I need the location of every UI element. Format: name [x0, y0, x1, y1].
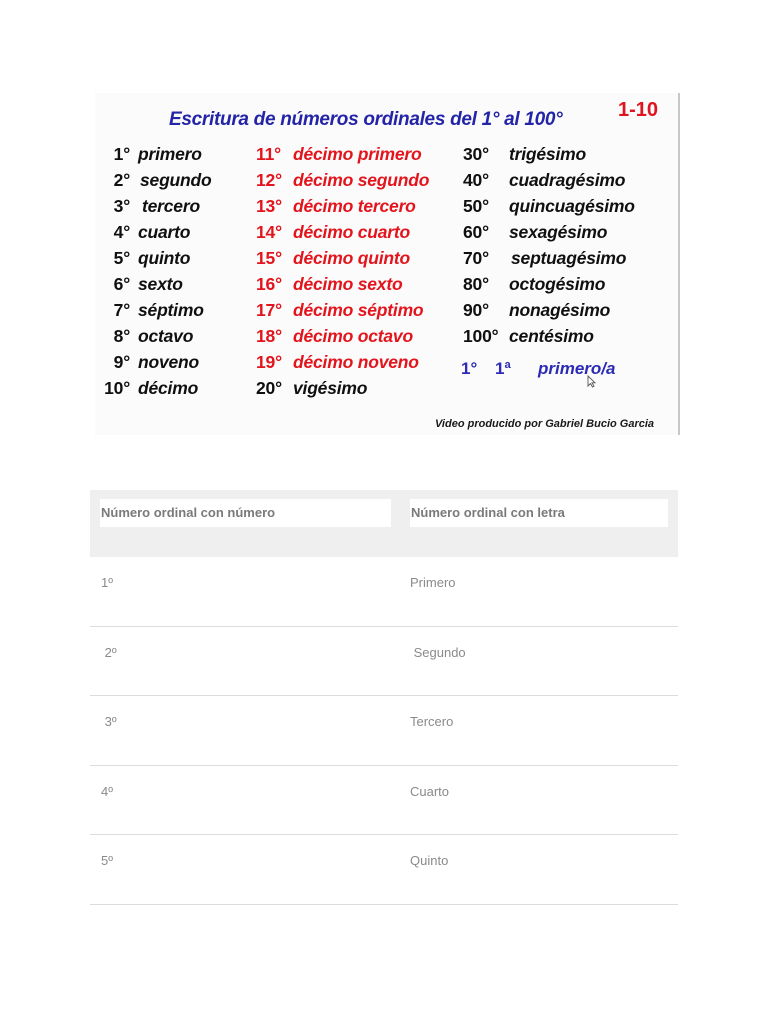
- ordinal-number: 90°: [463, 300, 489, 320]
- ordinal-number: 20°: [256, 378, 282, 398]
- ordinal-number: 5°: [113, 248, 130, 268]
- ordinal-word: décimo octavo: [293, 326, 413, 346]
- table-row: [90, 696, 678, 766]
- ordinal-number: 14°: [256, 222, 282, 242]
- cell-numero: 1º: [101, 575, 113, 590]
- ordinal-number: 8°: [113, 326, 130, 346]
- ordinal-number: 60°: [463, 222, 489, 242]
- ordinal-number: 18°: [256, 326, 282, 346]
- table-header-row: [90, 490, 678, 557]
- ordinal-number: 2°: [113, 170, 130, 190]
- ordinal-number: 7°: [113, 300, 130, 320]
- cell-letra: Segundo: [410, 644, 466, 660]
- ordinal-word: septuagésimo: [511, 248, 627, 268]
- ordinal-number: 40°: [463, 170, 489, 190]
- table-row: [90, 557, 678, 627]
- table-row: [90, 627, 678, 697]
- ordinal-word: cuarto: [138, 222, 191, 242]
- ordinal-number: 16°: [256, 274, 282, 294]
- ordinal-word: décimo sexto: [293, 274, 403, 294]
- cell-letra: Quinto: [410, 853, 449, 868]
- cell-letra: Primero: [410, 575, 456, 590]
- figure-range-label: 1-10: [618, 99, 659, 121]
- ordinal-word: décimo séptimo: [293, 300, 424, 320]
- ordinal-number: 3°: [113, 196, 130, 216]
- ordinal-number: 10°: [104, 378, 130, 398]
- header-numero: Número ordinal con número: [100, 499, 391, 527]
- ordinal-word: octogésimo: [509, 274, 606, 294]
- ordinal-word: cuadragésimo: [509, 170, 626, 190]
- figure-title: Escritura de números ordinales del 1° al 100°: [169, 109, 563, 130]
- ordinal-word: vigésimo: [293, 378, 368, 398]
- mouse-cursor-icon: [587, 375, 596, 388]
- ordinal-word: sexto: [138, 274, 183, 294]
- cell-numero: 2º: [101, 644, 117, 660]
- ordinal-number: 1°: [113, 144, 130, 164]
- masculine-ordinal: 1°: [461, 359, 478, 378]
- ordinal-word: décimo tercero: [293, 196, 416, 216]
- ordinal-number: 17°: [256, 300, 282, 320]
- ordinal-word: nonagésimo: [509, 300, 611, 320]
- cell-letra: Cuarto: [410, 783, 450, 799]
- ordinal-number: 100°: [463, 326, 499, 346]
- ordinal-word: tercero: [142, 196, 200, 216]
- ordinal-number: 6°: [113, 274, 130, 294]
- cell-numero: 3º: [101, 714, 117, 729]
- ordinal-word: séptimo: [138, 300, 204, 320]
- ordinal-word: quincuagésimo: [509, 196, 635, 216]
- ordinal-numbers-figure: [95, 93, 680, 435]
- table-row: [90, 835, 678, 905]
- cell-numero: 4º: [101, 783, 113, 799]
- ordinal-number: 70°: [463, 248, 489, 268]
- ordinal-word: trigésimo: [509, 144, 586, 164]
- ordinal-word: sexagésimo: [509, 222, 608, 242]
- figure-credit: Video producido por Gabriel Bucio Garcia: [435, 418, 655, 430]
- ordinal-word: décimo quinto: [293, 248, 410, 268]
- ordinal-table: [90, 490, 678, 905]
- ordinal-number: 15°: [256, 248, 282, 268]
- ordinal-number: 50°: [463, 196, 489, 216]
- cell-letra: Tercero: [410, 714, 454, 729]
- cell-numero: 5º: [101, 853, 113, 868]
- ordinal-number: 12°: [256, 170, 282, 190]
- gender-word: primero/a: [538, 359, 616, 378]
- ordinal-number: 30°: [463, 144, 489, 164]
- ordinal-word: octavo: [138, 326, 194, 346]
- ordinal-number: 9°: [113, 352, 130, 372]
- ordinal-word: décimo primero: [293, 144, 422, 164]
- ordinal-word: centésimo: [509, 326, 594, 346]
- header-letra: Número ordinal con letra: [410, 499, 668, 527]
- ordinal-number: 4°: [113, 222, 130, 242]
- ordinal-word: noveno: [138, 352, 200, 372]
- ordinal-word: décimo segundo: [293, 170, 430, 190]
- ordinal-word: primero: [138, 144, 202, 164]
- ordinal-word: décimo noveno: [293, 352, 419, 372]
- ordinal-number: 11°: [256, 144, 281, 164]
- ordinal-word: décimo cuarto: [293, 222, 411, 242]
- feminine-ordinal: 1ª: [495, 359, 511, 378]
- table-row: [90, 766, 678, 836]
- ordinal-word: décimo: [138, 378, 199, 398]
- ordinal-number: 13°: [256, 196, 282, 216]
- ordinal-word: segundo: [140, 170, 212, 190]
- ordinal-number: 80°: [463, 274, 489, 294]
- ordinal-number: 19°: [256, 352, 282, 372]
- ordinal-word: quinto: [138, 248, 191, 268]
